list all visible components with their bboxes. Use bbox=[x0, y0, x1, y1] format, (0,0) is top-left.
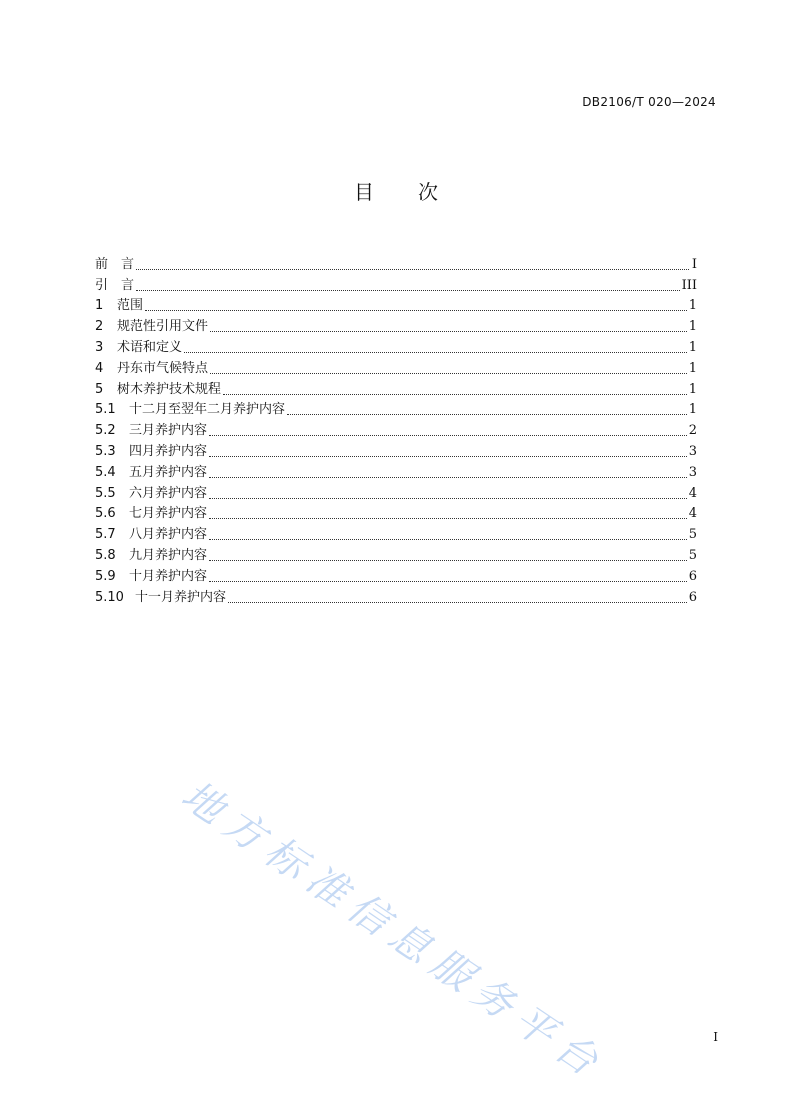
toc-title-part1: 目 bbox=[354, 180, 374, 204]
toc-entry-label: 五月养护内容 bbox=[129, 464, 208, 480]
toc-entry-page: 2 bbox=[688, 423, 697, 439]
toc-entry-number: 1 bbox=[95, 298, 104, 314]
toc-entry-label: 规范性引用文件 bbox=[117, 319, 209, 335]
toc-entry-page: 6 bbox=[688, 589, 697, 605]
toc-title bbox=[0, 176, 792, 205]
toc-entry-number: 5.1 bbox=[95, 402, 116, 418]
table-of-contents bbox=[95, 252, 697, 606]
toc-entry-page: 1 bbox=[688, 339, 697, 355]
toc-entry-2[interactable] bbox=[95, 314, 697, 335]
dot-leader bbox=[210, 373, 687, 374]
dot-leader bbox=[184, 352, 687, 353]
dot-leader bbox=[210, 331, 687, 332]
toc-entry-label: 丹东市气候特点 bbox=[117, 360, 209, 376]
toc-entry-5[interactable] bbox=[95, 377, 697, 398]
toc-entry-number: 5.10 bbox=[95, 589, 124, 605]
toc-entry-5-3[interactable] bbox=[95, 439, 697, 460]
toc-entry-5-1[interactable] bbox=[95, 398, 697, 419]
dot-leader bbox=[209, 498, 687, 499]
toc-entry-page: 4 bbox=[688, 506, 697, 522]
dot-leader bbox=[223, 394, 687, 395]
dot-leader bbox=[209, 581, 687, 582]
dot-leader bbox=[287, 414, 687, 415]
toc-entry-label: 十月养护内容 bbox=[129, 568, 208, 584]
watermark: 地方标准信息服务平台 bbox=[173, 772, 614, 1091]
toc-entry-1[interactable] bbox=[95, 294, 697, 315]
toc-entry-page: 1 bbox=[688, 381, 697, 397]
page-number: I bbox=[713, 1030, 718, 1044]
dot-leader bbox=[209, 560, 687, 561]
toc-entry-number: 5.5 bbox=[95, 485, 116, 501]
toc-entry-label: 八月养护内容 bbox=[129, 527, 208, 543]
toc-entry-page: 1 bbox=[688, 319, 697, 335]
toc-entry-page: 1 bbox=[688, 402, 697, 418]
toc-entry-label: 范围 bbox=[117, 298, 144, 314]
toc-entry-number: 5.9 bbox=[95, 568, 116, 584]
toc-entry-page: 5 bbox=[688, 547, 697, 563]
toc-entry-label: 七月养护内容 bbox=[129, 506, 208, 522]
toc-entry-number: 5.7 bbox=[95, 527, 116, 543]
toc-entry-page: 1 bbox=[688, 298, 697, 314]
toc-entry-3[interactable] bbox=[95, 335, 697, 356]
toc-entry-number: 5.4 bbox=[95, 464, 116, 480]
toc-entry-page: 3 bbox=[688, 464, 697, 480]
toc-entry-page: III bbox=[681, 277, 697, 293]
toc-entry-label: 十二月至翌年二月养护内容 bbox=[129, 402, 286, 418]
dot-leader bbox=[209, 435, 687, 436]
toc-entry-page: 3 bbox=[688, 443, 697, 459]
dot-leader bbox=[209, 477, 687, 478]
toc-entry-label: 四月养护内容 bbox=[129, 443, 208, 459]
dot-leader bbox=[136, 269, 689, 270]
toc-entry-page: 5 bbox=[688, 527, 697, 543]
toc-entry-number: 5.3 bbox=[95, 443, 116, 459]
toc-entry-number: 4 bbox=[95, 360, 104, 376]
toc-entry-foreword[interactable] bbox=[95, 252, 697, 273]
toc-entry-5-6[interactable] bbox=[95, 502, 697, 523]
toc-entry-5-9[interactable] bbox=[95, 564, 697, 585]
toc-entry-page: I bbox=[691, 256, 697, 272]
dot-leader bbox=[209, 518, 687, 519]
toc-entry-number: 5.6 bbox=[95, 506, 116, 522]
toc-entry-5-4[interactable] bbox=[95, 460, 697, 481]
dot-leader bbox=[145, 310, 687, 311]
toc-entry-5-10[interactable] bbox=[95, 585, 697, 606]
toc-entry-5-7[interactable] bbox=[95, 522, 697, 543]
toc-entry-label: 十一月养护内容 bbox=[135, 589, 227, 605]
toc-entry-number: 5.8 bbox=[95, 547, 116, 563]
dot-leader bbox=[209, 539, 687, 540]
toc-entry-label: 引 言 bbox=[95, 277, 135, 293]
toc-entry-label: 三月养护内容 bbox=[129, 423, 208, 439]
dot-leader bbox=[209, 456, 687, 457]
toc-entry-5-5[interactable] bbox=[95, 481, 697, 502]
toc-entry-page: 6 bbox=[688, 568, 697, 584]
document-code: DB2106/T 020—2024 bbox=[582, 95, 716, 109]
toc-entry-number: 3 bbox=[95, 339, 104, 355]
dot-leader bbox=[136, 290, 680, 291]
toc-entry-label: 六月养护内容 bbox=[129, 485, 208, 501]
toc-entry-5-2[interactable] bbox=[95, 418, 697, 439]
toc-entry-number: 5 bbox=[95, 381, 104, 397]
toc-entry-number: 5.2 bbox=[95, 423, 116, 439]
toc-entry-4[interactable] bbox=[95, 356, 697, 377]
toc-entry-page: 4 bbox=[688, 485, 697, 501]
toc-entry-5-8[interactable] bbox=[95, 543, 697, 564]
toc-entry-label: 树木养护技术规程 bbox=[117, 381, 222, 397]
toc-entry-label: 九月养护内容 bbox=[129, 547, 208, 563]
dot-leader bbox=[228, 602, 687, 603]
toc-entry-introduction[interactable] bbox=[95, 273, 697, 294]
toc-entry-page: 1 bbox=[688, 360, 697, 376]
toc-entry-label: 前 言 bbox=[95, 256, 135, 272]
toc-entry-label: 术语和定义 bbox=[117, 339, 183, 355]
toc-entry-number: 2 bbox=[95, 319, 104, 335]
toc-title-part2: 次 bbox=[418, 180, 438, 204]
